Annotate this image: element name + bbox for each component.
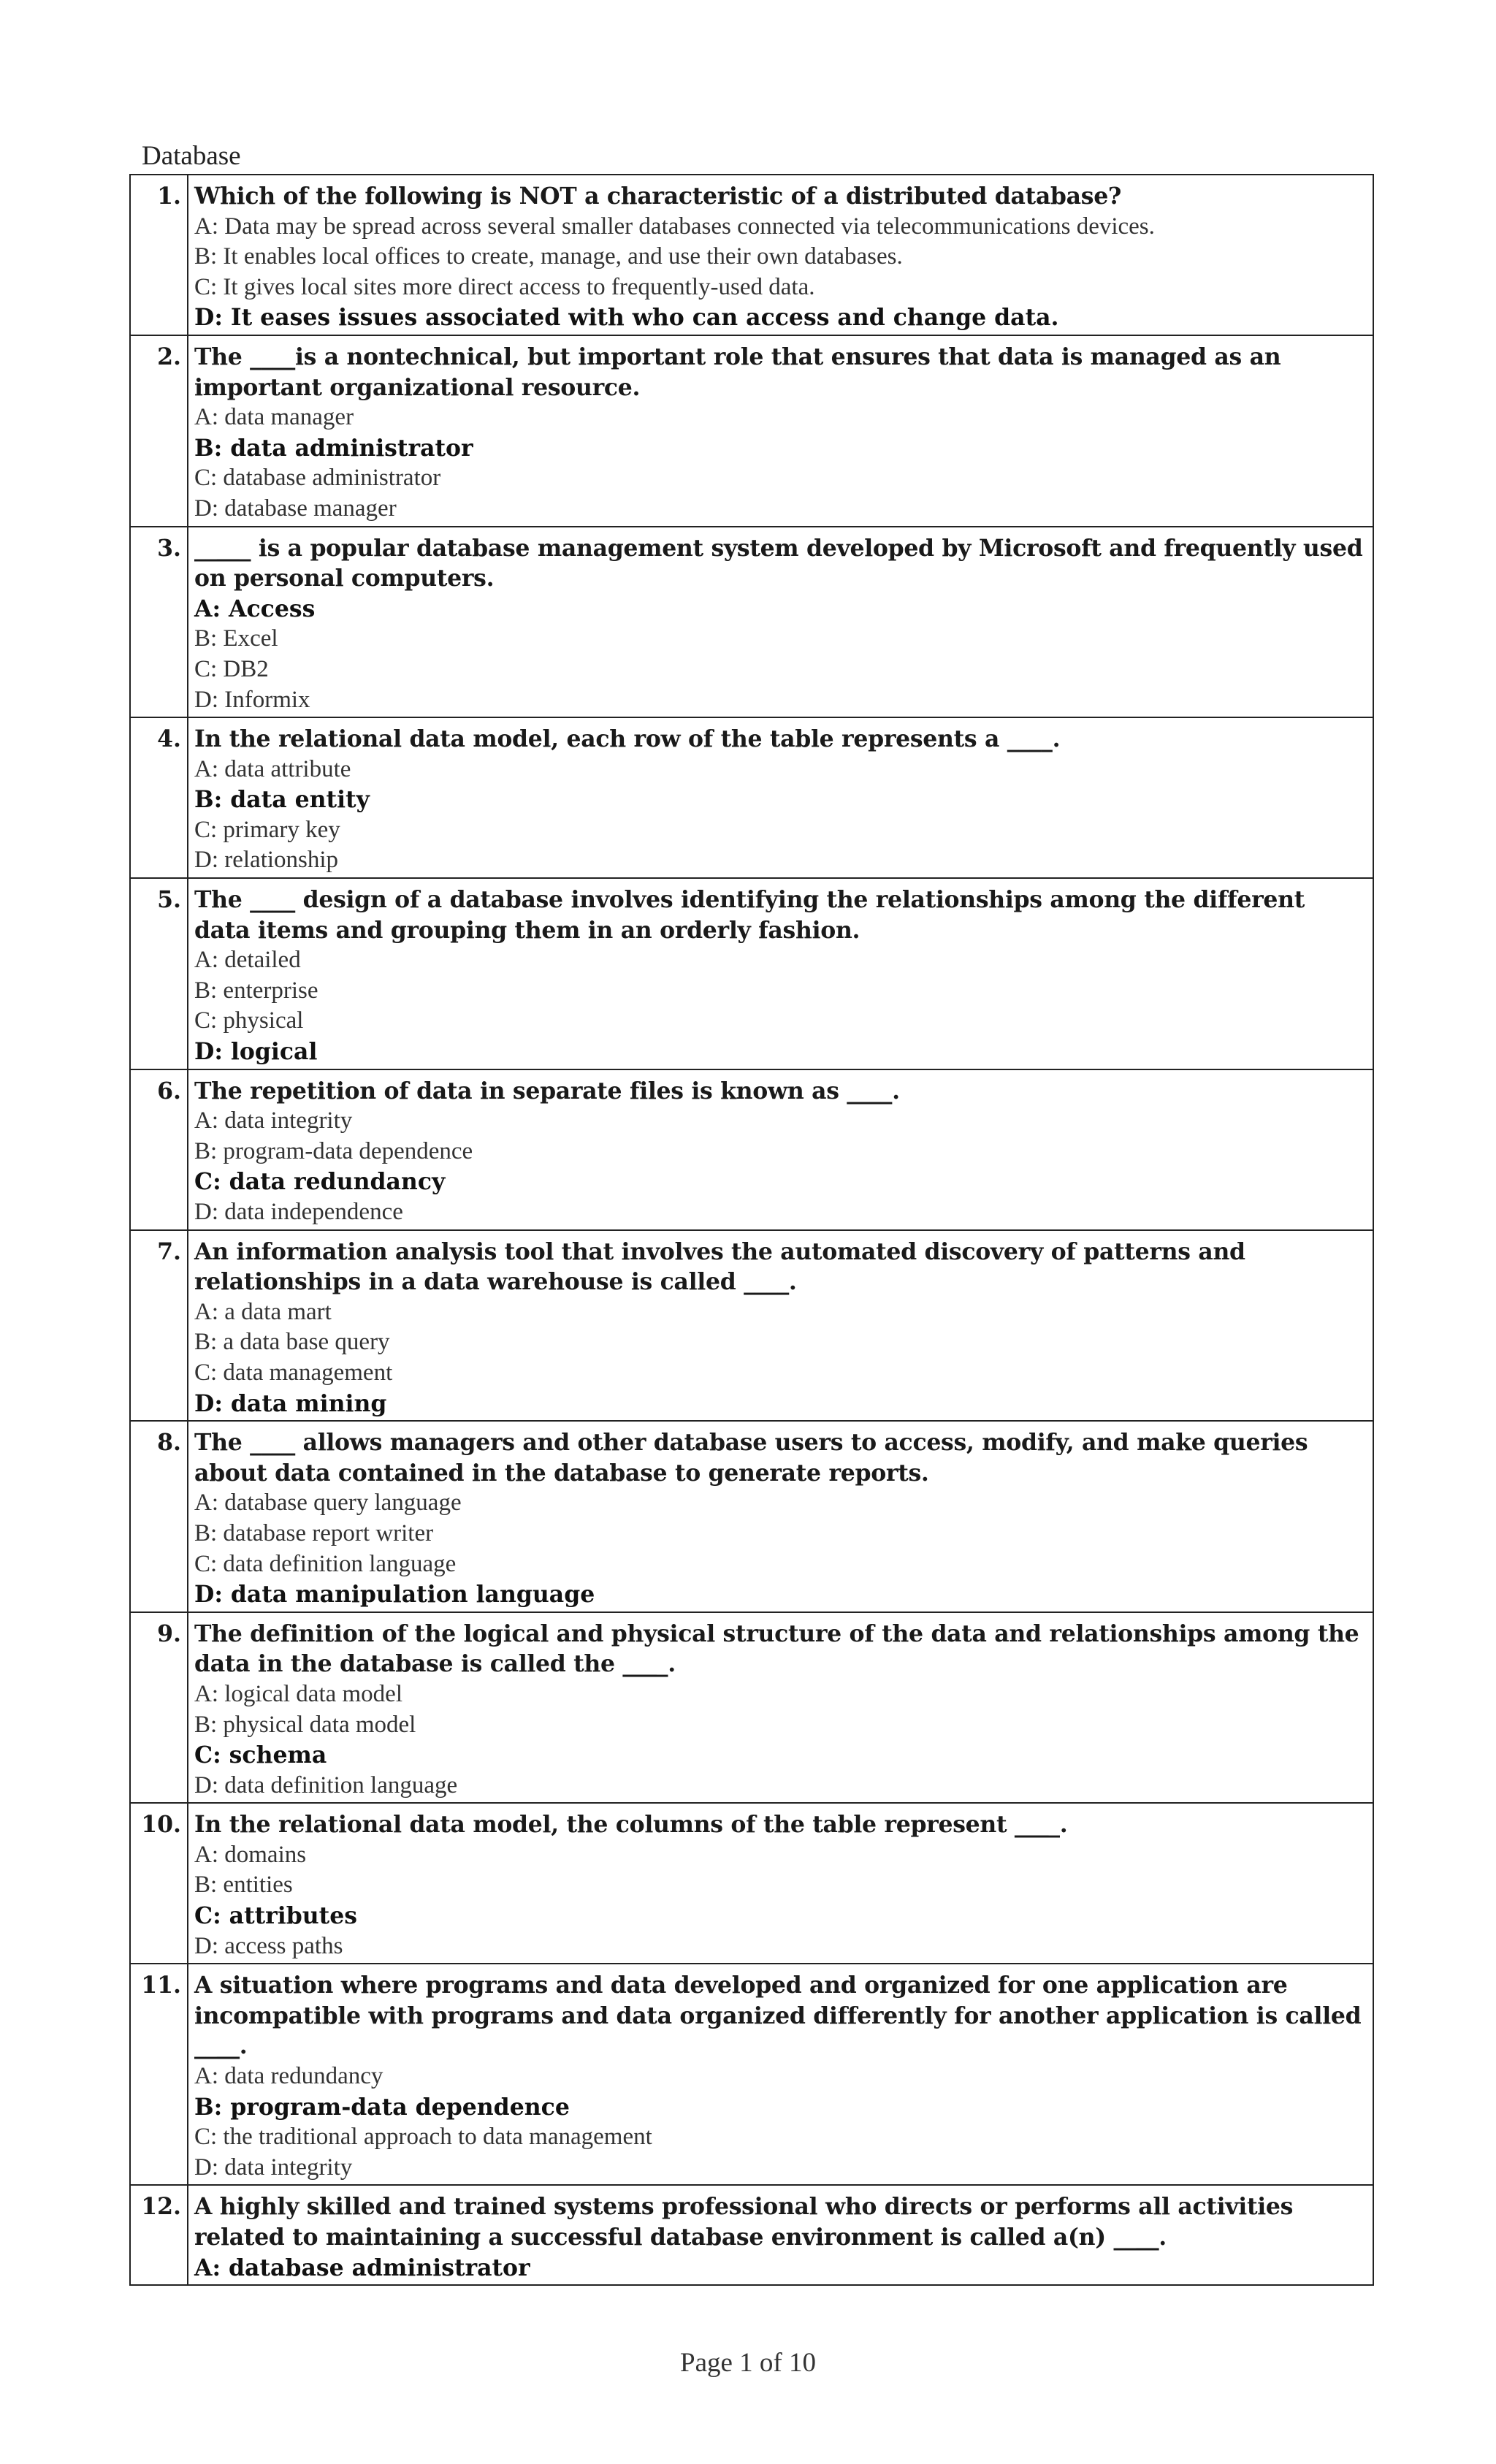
question-row	[130, 175, 1373, 335]
correct-answer-option: C: data redundancy	[194, 1168, 446, 1196]
question-cell	[188, 175, 1373, 335]
answer-option: A: domains	[194, 1841, 307, 1868]
answer-option: B: enterprise	[194, 977, 318, 1004]
answer-option: D: data independence	[194, 1199, 403, 1225]
answer-option: A: data redundancy	[194, 2063, 383, 2090]
question-row	[130, 1421, 1373, 1612]
question-text: _____ is a popular database management system developed by Microsoft and frequently used on personal computers.	[194, 534, 1363, 592]
correct-answer-option: A: database administrator	[194, 2254, 530, 2281]
question-text: The repetition of data in separate files is known as ____.	[194, 1077, 900, 1105]
answer-option: B: It enables local offices to create, manage, and use their own databases.	[194, 243, 903, 270]
answer-option: B: Excel	[194, 625, 278, 652]
answer-option: A: data manager	[194, 404, 354, 431]
correct-answer-option: D: It eases issues associated with who can access and change data.	[194, 304, 1059, 332]
question-text: The ____is a nontechnical, but important role that ensures that data is managed as an important organizational resource.	[194, 343, 1281, 401]
answer-option: A: logical data model	[194, 1680, 402, 1707]
question-text: The ____ design of a database involves identifying the relationships among the different data items and grouping them in an orderly fashion.	[194, 886, 1305, 944]
question-cell	[188, 717, 1373, 878]
answer-option: D: data integrity	[194, 2154, 353, 2181]
question-text: Which of the following is NOT a characteristic of a distributed database?	[194, 183, 1122, 210]
question-number: 11.	[130, 1964, 188, 2185]
answer-option: A: a data mart	[194, 1298, 332, 1325]
correct-answer-option: B: data administrator	[194, 434, 473, 462]
correct-answer-option: B: data entity	[194, 786, 370, 814]
answer-option: D: database manager	[194, 495, 397, 522]
question-number: 6.	[130, 1069, 188, 1230]
question-text: A situation where programs and data developed and organized for one application are incompatible with programs and data organized differently for another application is called ____.	[194, 1972, 1362, 2060]
question-number: 2.	[130, 335, 188, 527]
question-text: In the relational data model, each row of the table represents a ____.	[194, 725, 1061, 753]
question-cell	[188, 1803, 1373, 1964]
answer-option: D: access paths	[194, 1932, 343, 1959]
question-number: 10.	[130, 1803, 188, 1964]
question-text: In the relational data model, the columns of the table represent ____.	[194, 1811, 1068, 1839]
question-number: 4.	[130, 717, 188, 878]
page-heading: Database	[142, 141, 241, 171]
answer-option: B: program-data dependence	[194, 1137, 473, 1164]
question-cell	[188, 878, 1373, 1069]
correct-answer-option: B: program-data dependence	[194, 2093, 570, 2121]
answer-option: C: primary key	[194, 816, 340, 843]
question-cell	[188, 1069, 1373, 1230]
answer-option: B: database report writer	[194, 1519, 434, 1546]
question-row	[130, 1230, 1373, 1422]
question-number: 12.	[130, 2185, 188, 2285]
answer-option: C: data definition language	[194, 1550, 457, 1577]
question-number: 1.	[130, 175, 188, 335]
question-table-body	[130, 175, 1373, 2285]
question-number: 5.	[130, 878, 188, 1069]
question-cell	[188, 1230, 1373, 1422]
answer-option: C: It gives local sites more direct access to frequently-used data.	[194, 273, 815, 300]
question-table	[129, 174, 1374, 2286]
question-row	[130, 527, 1373, 718]
question-number: 9.	[130, 1612, 188, 1804]
answer-option: B: a data base query	[194, 1329, 390, 1356]
answer-option: B: physical data model	[194, 1711, 416, 1738]
question-row	[130, 2185, 1373, 2285]
question-row	[130, 1964, 1373, 2185]
answer-option: C: the traditional approach to data management	[194, 2124, 652, 2151]
question-number: 8.	[130, 1421, 188, 1612]
answer-option: C: database administrator	[194, 465, 441, 492]
correct-answer-option: D: data mining	[194, 1389, 387, 1417]
answer-option: D: data definition language	[194, 1771, 458, 1799]
question-cell	[188, 2185, 1373, 2285]
question-row	[130, 1803, 1373, 1964]
answer-option: A: Data may be spread across several smaller databases connected via telecommunications devices.	[194, 213, 1155, 240]
question-row	[130, 878, 1373, 1069]
question-cell	[188, 527, 1373, 718]
question-row	[130, 717, 1373, 878]
correct-answer-option: C: attributes	[194, 1902, 357, 1930]
question-number: 3.	[130, 527, 188, 718]
correct-answer-option: D: logical	[194, 1038, 318, 1066]
answer-option: D: relationship	[194, 847, 339, 874]
answer-option: B: entities	[194, 1872, 293, 1899]
question-text: An information analysis tool that involves the automated discovery of patterns and relationships in a data warehouse is called ____.	[194, 1237, 1245, 1296]
question-text: The definition of the logical and physical structure of the data and relationships among the data in the database is called the ____.	[194, 1620, 1359, 1678]
answer-option: A: data integrity	[194, 1107, 353, 1134]
answer-option: A: database query language	[194, 1490, 462, 1517]
question-text: A highly skilled and trained systems professional who directs or performs all activities related to maintaining a successful database environment is called a(n) ____.	[194, 2193, 1294, 2251]
question-cell	[188, 335, 1373, 527]
correct-answer-option: D: data manipulation language	[194, 1581, 595, 1609]
answer-option: A: data attribute	[194, 755, 351, 782]
correct-answer-option: C: schema	[194, 1742, 327, 1769]
answer-option: C: data management	[194, 1359, 393, 1386]
answer-option: D: Informix	[194, 686, 310, 713]
question-text: The ____ allows managers and other database users to access, modify, and make queries about data contained in the database to generate reports.	[194, 1429, 1308, 1487]
answer-option: C: DB2	[194, 655, 269, 682]
question-cell	[188, 1964, 1373, 2185]
question-row	[130, 335, 1373, 527]
answer-option: C: physical	[194, 1007, 304, 1034]
answer-option: A: detailed	[194, 947, 301, 974]
correct-answer-option: A: Access	[194, 595, 316, 622]
question-row	[130, 1612, 1373, 1804]
question-row	[130, 1069, 1373, 1230]
question-cell	[188, 1421, 1373, 1612]
question-cell	[188, 1612, 1373, 1804]
page-footer: Page 1 of 10	[680, 2348, 816, 2378]
question-number: 7.	[130, 1230, 188, 1422]
